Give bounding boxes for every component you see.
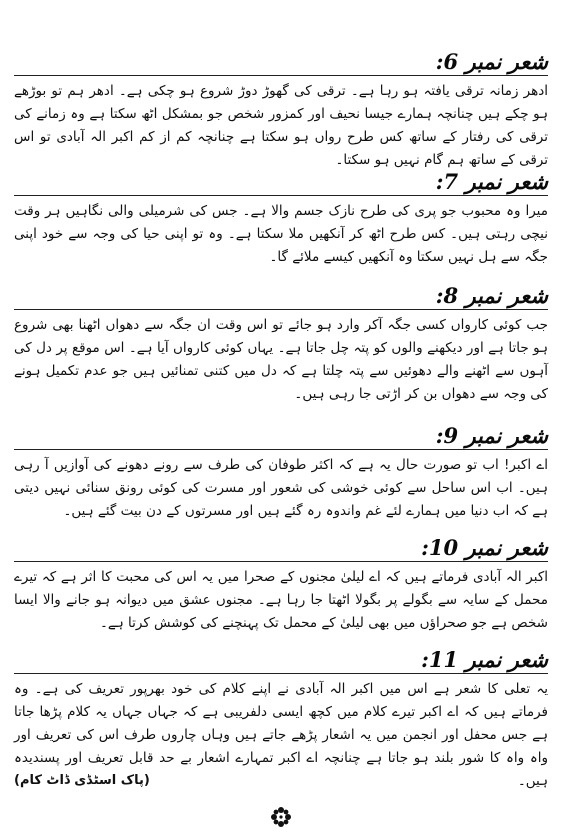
- heading-rule: [14, 449, 548, 450]
- heading-rule: [14, 75, 548, 76]
- section-paragraph: [14, 80, 548, 172]
- section-heading: شعر نمبر 11:: [421, 647, 548, 672]
- section-heading: شعر نمبر 6:: [435, 49, 548, 74]
- section-11: [14, 646, 548, 791]
- section-9: [14, 422, 548, 523]
- paragraph-text: ادھر زمانہ ترقی یافتہ ہو رہا ہے۔ ترقی کی گھوڑ دوڑ شروع ہو چکی ہے۔ ادھر ہم تو بوڑھے ہو چکے ہیں چنانچہ ہمارے جیسا نحیف اور کمزور شخص جو بمشکل اٹھ سکتا ہے وہ زمانے کی ترقی کی رفتار کے ساتھ کس طرح رواں ہو سکتا ہے چنانچہ کم از کم اکبر الہ آبادی تو اس ترقی کے ساتھ ہم گام نہیں ہو سکتا۔: [14, 83, 548, 168]
- heading-rule: [14, 195, 548, 196]
- section-paragraph: [14, 200, 548, 269]
- section-heading: شعر نمبر 10:: [421, 535, 548, 560]
- section-7: [14, 168, 548, 269]
- heading-rule: [14, 309, 548, 310]
- section-paragraph: [14, 566, 548, 635]
- heading-rule: [14, 561, 548, 562]
- heading-rule: [14, 673, 548, 674]
- paragraph-text: میرا وہ محبوب جو پری کی طرح نازک جسم والا ہے۔ جس کی شرمیلی والی نگاہیں ہر وقت نیچی رہتی ہیں۔ کس طرح اٹھ کر آنکھیں ملا سکتا ہے۔ وہ تو اپنی حیا کی وجہ سے خود اپنی جگہ سے ہل نہیں سکتا وہ آنکھیں کیسے ملائے گا۔: [14, 203, 548, 265]
- paragraph-text: جب کوئی کارواں کسی جگہ آکر وارد ہو جائے تو اس وقت ان جگہ سے دھواں اٹھنا بھی شروع ہو جاتا ہے اور دیکھنے والوں کو پتہ چل جاتا ہے۔ یہاں کوئی کارواں آیا ہے۔ اس موقع پر دل کی آہوں سے اٹھنے والے دھوئیں سے پتہ چلتا ہے کہ دل میں کتنی تمنائیں ہیں جو عدم تکمیل ہونے کی وجہ سے دھواں بن کر اڑتی جا رہی ہیں۔: [14, 317, 548, 402]
- section-heading: شعر نمبر 9:: [435, 423, 548, 448]
- section-heading: شعر نمبر 8:: [435, 283, 548, 308]
- section-6: [14, 48, 548, 172]
- section-heading: شعر نمبر 7:: [435, 169, 548, 194]
- paragraph-text: اے اکبر! اب تو صورت حال یہ ہے کہ اکثر طوفان کی طرف سے رونے دھونے کی آوازیں آ رہی ہیں۔ اب اس ساحل سے کوئی خوشی کی شعور اور مسرت کی کوئی رونق سنائی نہیں دیتی ہے کہ اب دنیا میں ہمارے لئے غم واندوہ رہ گئے ہیں اور مسرتوں کے دن بیت گئے ہیں۔: [14, 457, 548, 519]
- paragraph-text: یہ تعلی کا شعر ہے اس میں اکبر الہ آبادی نے اپنے کلام کی خود بھرپور تعریف کی ہے۔ وہ فرماتے ہیں کہ اے اکبر تیرے کلام میں کچھ ایسی دلفریبی ہے کہ جہاں جہاں یہ کلام پڑھا جاتا ہے جس محفل اور انجمن میں یہ اشعار پڑھے جاتے ہیں وہاں چاروں طرف اس کی تعریف اور واہ واہ کا شور بلند ہو جاتا ہے چنانچہ اے اکبر تمہارے اشعار بے حد قابل تعریف اور پسندیدہ ہیں۔: [14, 681, 548, 789]
- section-10: [14, 534, 548, 635]
- paragraph-text: اکبر الہ آبادی فرماتے ہیں کہ اے لیلیٰ مجنوں کے صحرا میں یہ اس کی محبت کا اثر ہے کہ تیرے محمل کے سایہ سے بگولے پر بگولا اٹھتا جا رہا ہے۔ مجنوں عشق میں دیوانہ ہو جانے والا ایسا شخص ہے جو صحراؤں میں بھی لیلیٰ کے محمل تک پہنچنے کی کوشش کرتا ہے۔: [14, 569, 548, 631]
- section-paragraph: [14, 314, 548, 406]
- source-credit: (پاک اسٹڈی ڈاٹ کام): [14, 773, 150, 788]
- section-8: [14, 282, 548, 406]
- flower-ornament-icon: [270, 806, 292, 828]
- section-paragraph: [14, 454, 548, 523]
